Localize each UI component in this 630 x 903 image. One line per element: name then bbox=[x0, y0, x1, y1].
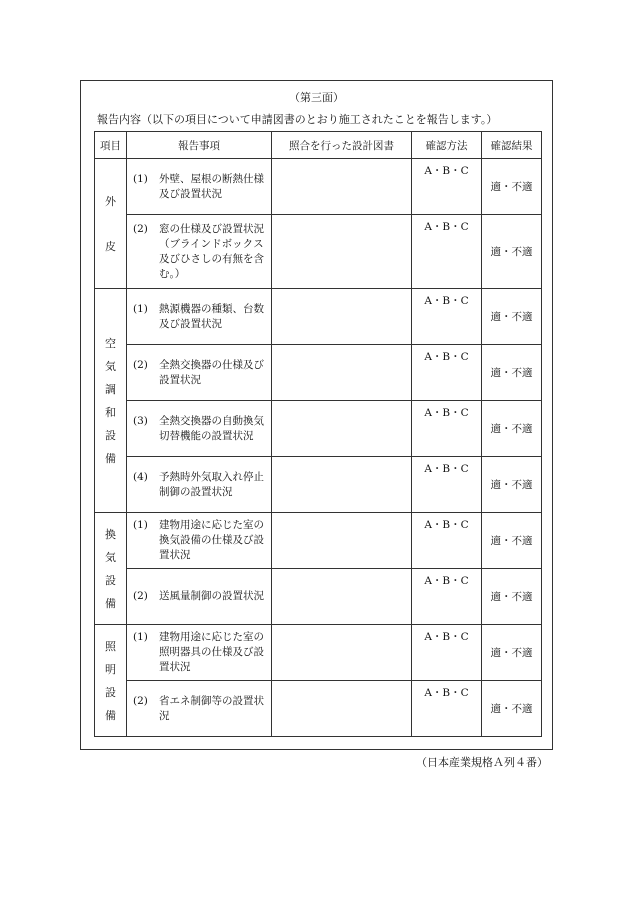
category-cell bbox=[95, 159, 127, 289]
header-result: 確認結果 bbox=[482, 132, 542, 159]
design-doc-cell[interactable] bbox=[272, 159, 412, 215]
report-intro: 報告内容（以下の項目について申請図書のとおり施工されたことを報告します。） bbox=[97, 113, 498, 126]
item-text: 窓の仕様及び設置状況（ブラインドボックス及びひさしの有無を含む。） bbox=[159, 222, 264, 280]
category-cell bbox=[95, 625, 127, 737]
item-cell bbox=[127, 681, 272, 737]
method-cell[interactable]: A・B・C bbox=[412, 513, 482, 569]
item-number: (1) bbox=[133, 302, 148, 315]
design-doc-cell[interactable] bbox=[272, 345, 412, 401]
item-cell bbox=[127, 159, 272, 215]
category-char: 明 bbox=[105, 662, 116, 676]
design-doc-cell[interactable] bbox=[272, 625, 412, 681]
item-number: (2) bbox=[133, 694, 148, 707]
result-cell[interactable]: 適・不適 bbox=[482, 345, 542, 401]
table-row bbox=[95, 215, 542, 289]
item-number: (2) bbox=[133, 222, 148, 235]
item-number: (2) bbox=[133, 590, 148, 602]
report-table bbox=[94, 131, 542, 737]
result-cell[interactable]: 適・不適 bbox=[482, 401, 542, 457]
table-row bbox=[95, 401, 542, 457]
item-text: 外壁、屋根の断熱仕様及び設置状況 bbox=[159, 172, 264, 200]
item-cell bbox=[127, 289, 272, 345]
table-row bbox=[95, 289, 542, 345]
category-char: 備 bbox=[105, 596, 116, 610]
item-number: (1) bbox=[133, 172, 148, 185]
design-doc-cell[interactable] bbox=[272, 569, 412, 625]
category-char: 設 bbox=[105, 685, 116, 699]
table-row bbox=[95, 159, 542, 215]
header-item: 報告事項 bbox=[127, 132, 272, 159]
method-cell[interactable]: A・B・C bbox=[412, 159, 482, 215]
category-char: 外 bbox=[105, 194, 116, 208]
item-text: 熱源機器の種類、台数及び設置状況 bbox=[159, 302, 264, 330]
design-doc-cell[interactable] bbox=[272, 457, 412, 513]
item-cell bbox=[127, 513, 272, 569]
category-char: 設 bbox=[105, 428, 116, 442]
method-cell[interactable]: A・B・C bbox=[412, 569, 482, 625]
result-cell[interactable]: 適・不適 bbox=[482, 457, 542, 513]
item-text: 全熱交換器の仕様及び設置状況 bbox=[159, 358, 264, 386]
category-char: 気 bbox=[105, 550, 116, 564]
item-cell bbox=[127, 345, 272, 401]
category-char: 備 bbox=[105, 451, 116, 465]
item-cell bbox=[127, 569, 272, 625]
table-row bbox=[95, 569, 542, 625]
item-text: 予熱時外気取入れ停止制御の設置状況 bbox=[159, 470, 264, 498]
category-cell bbox=[95, 289, 127, 513]
category-char: 照 bbox=[105, 639, 116, 653]
result-cell[interactable]: 適・不適 bbox=[482, 625, 542, 681]
category-char: 調 bbox=[105, 382, 116, 396]
item-number: (2) bbox=[133, 358, 148, 371]
category-char: 和 bbox=[105, 405, 116, 419]
item-text: 建物用途に応じた室の換気設備の仕様及び設置状況 bbox=[159, 519, 264, 561]
header-design-doc: 照合を行った設計図書 bbox=[272, 132, 412, 159]
result-cell[interactable]: 適・不適 bbox=[482, 681, 542, 737]
report-body bbox=[95, 159, 542, 737]
table-row bbox=[95, 345, 542, 401]
item-cell bbox=[127, 401, 272, 457]
method-cell[interactable]: A・B・C bbox=[412, 401, 482, 457]
design-doc-cell[interactable] bbox=[272, 289, 412, 345]
item-cell bbox=[127, 625, 272, 681]
item-text: 建物用途に応じた室の照明器具の仕様及び設置状況 bbox=[159, 631, 264, 673]
table-row bbox=[95, 513, 542, 569]
method-cell[interactable]: A・B・C bbox=[412, 457, 482, 513]
table-row bbox=[95, 625, 542, 681]
table-row bbox=[95, 681, 542, 737]
method-cell[interactable]: A・B・C bbox=[412, 625, 482, 681]
footer-note: （日本産業規格Ａ列４番） bbox=[416, 756, 548, 769]
result-cell[interactable]: 適・不適 bbox=[482, 569, 542, 625]
category-char: 設 bbox=[105, 573, 116, 587]
result-cell[interactable]: 適・不適 bbox=[482, 513, 542, 569]
item-cell bbox=[127, 215, 272, 289]
category-char: 空 bbox=[105, 336, 116, 350]
report-form-frame bbox=[80, 80, 553, 750]
result-cell[interactable]: 適・不適 bbox=[482, 159, 542, 215]
table-row bbox=[95, 457, 542, 513]
item-number: (3) bbox=[133, 414, 148, 427]
category-cell bbox=[95, 513, 127, 625]
item-text: 送風量制御の設置状況 bbox=[159, 590, 264, 602]
method-cell[interactable]: A・B・C bbox=[412, 681, 482, 737]
design-doc-cell[interactable] bbox=[272, 681, 412, 737]
item-text: 全熱交換器の自動換気切替機能の設置状況 bbox=[159, 414, 264, 442]
table-header-row bbox=[95, 132, 542, 159]
item-number: (1) bbox=[133, 519, 148, 531]
result-cell[interactable]: 適・不適 bbox=[482, 289, 542, 345]
item-text: 省エネ制御等の設置状況 bbox=[159, 694, 264, 722]
category-char: 気 bbox=[105, 359, 116, 373]
page-label: （第三面） bbox=[289, 91, 344, 104]
method-cell[interactable]: A・B・C bbox=[412, 215, 482, 289]
category-char: 備 bbox=[105, 708, 116, 722]
header-method: 確認方法 bbox=[412, 132, 482, 159]
item-number: (4) bbox=[133, 470, 148, 483]
design-doc-cell[interactable] bbox=[272, 401, 412, 457]
item-cell bbox=[127, 457, 272, 513]
item-number: (1) bbox=[133, 631, 148, 643]
category-char: 換 bbox=[105, 527, 116, 541]
header-category: 項目 bbox=[95, 132, 127, 159]
design-doc-cell[interactable] bbox=[272, 513, 412, 569]
design-doc-cell[interactable] bbox=[272, 215, 412, 289]
method-cell[interactable]: A・B・C bbox=[412, 345, 482, 401]
category-char: 皮 bbox=[105, 239, 116, 253]
result-cell[interactable]: 適・不適 bbox=[482, 215, 542, 289]
method-cell[interactable]: A・B・C bbox=[412, 289, 482, 345]
